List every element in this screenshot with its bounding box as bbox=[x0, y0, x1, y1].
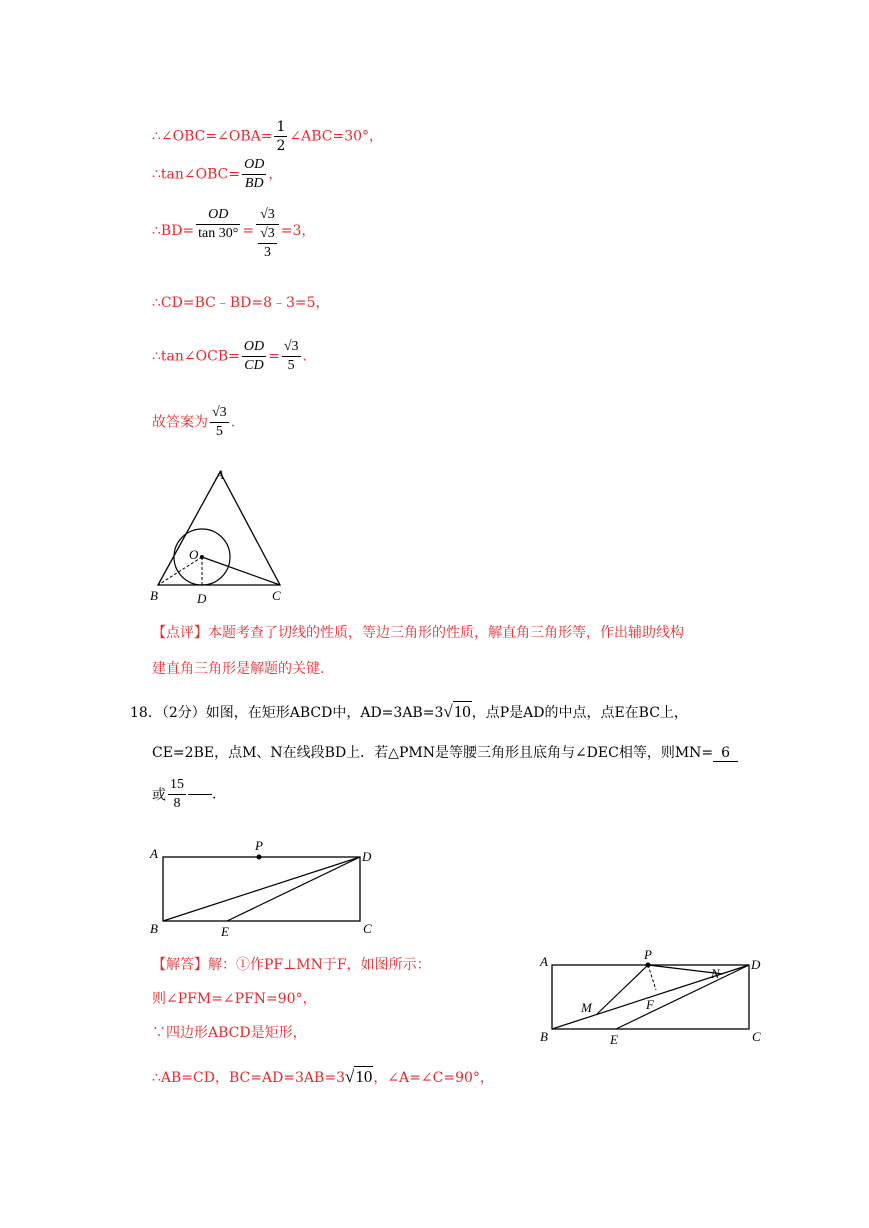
solution-tag: 【解答】 bbox=[152, 957, 208, 973]
label-o: O bbox=[189, 547, 199, 562]
answer-or: 或 bbox=[152, 787, 166, 804]
solution-text: 则∠PFM=∠PFN=90°， bbox=[152, 991, 317, 1007]
eq-text: =3， bbox=[280, 223, 316, 239]
question-18-line-3 bbox=[152, 776, 216, 813]
eq-sign: = bbox=[242, 223, 255, 239]
eq-text: ∴∠OBC=∠OBA= bbox=[152, 128, 273, 145]
comment-line-2 bbox=[152, 662, 324, 676]
fraction-sqrt3-5 bbox=[282, 338, 301, 375]
eq-text: ∴tan∠OBC= bbox=[152, 166, 241, 183]
label-p: P bbox=[644, 947, 652, 962]
radicand: 10 bbox=[355, 1067, 373, 1086]
comment-line-1 bbox=[152, 626, 684, 640]
comment-text: 建直角三角形是解题的关键. bbox=[152, 661, 325, 677]
eq-text: ∴BD= bbox=[152, 223, 195, 239]
frac-den: 3 bbox=[263, 245, 271, 260]
label-a: A bbox=[150, 846, 158, 861]
frac-num: √3 bbox=[258, 225, 277, 244]
fraction-od-cd bbox=[242, 338, 266, 375]
question-18-line-2 bbox=[152, 742, 738, 762]
sqrt-10: √10 bbox=[344, 1067, 373, 1086]
label-c: C bbox=[752, 1029, 761, 1044]
solution18-line-4 bbox=[152, 1068, 494, 1085]
solution-text: ∴AB=CD，BC=AD=3AB=3 bbox=[152, 1070, 345, 1086]
fraction-15-8 bbox=[168, 776, 186, 813]
frac-num: OD bbox=[242, 156, 266, 175]
sqrt-10: √10 bbox=[443, 702, 471, 721]
fraction-od-bd bbox=[242, 156, 266, 193]
label-f: F bbox=[646, 997, 654, 1012]
question-points: （2分） bbox=[161, 705, 206, 721]
eq-text: . bbox=[212, 786, 217, 803]
frac-den: 5 bbox=[287, 358, 295, 373]
segment-ed bbox=[227, 857, 360, 921]
label-b: B bbox=[540, 1029, 548, 1044]
eq-text: . bbox=[230, 414, 236, 431]
solution-line-5 bbox=[152, 338, 307, 375]
label-a: A bbox=[216, 467, 224, 482]
frac-den: 8 bbox=[173, 796, 181, 811]
frac-num: √3 bbox=[282, 338, 301, 357]
label-d: D bbox=[751, 957, 761, 972]
frac-num: OD bbox=[242, 338, 266, 357]
frac-den: 5 bbox=[215, 424, 223, 439]
eq-text: ， bbox=[268, 166, 283, 183]
label-b: B bbox=[150, 588, 158, 603]
solution-line-2 bbox=[152, 156, 282, 193]
question-number: 18． bbox=[130, 705, 162, 721]
question-18-line-1 bbox=[130, 702, 688, 722]
radicand: 10 bbox=[453, 702, 471, 721]
label-c: C bbox=[272, 588, 281, 603]
frac-num: OD bbox=[196, 206, 240, 225]
comment-tag: 【点评】 bbox=[152, 625, 208, 641]
solution-line-3 bbox=[152, 206, 315, 262]
solution18-line-1 bbox=[152, 958, 431, 972]
solution-line-1 bbox=[152, 118, 383, 155]
segment-oc bbox=[202, 557, 280, 585]
frac-den: tan 30° bbox=[198, 226, 239, 241]
solution-line-4 bbox=[152, 296, 330, 310]
label-d: D bbox=[362, 849, 372, 864]
frac-num: 1 bbox=[276, 119, 286, 135]
segment-ed bbox=[616, 965, 749, 1029]
label-e: E bbox=[221, 924, 229, 939]
solution-text: ∵四边形ABCD是矩形， bbox=[152, 1025, 307, 1041]
label-a: A bbox=[540, 954, 548, 969]
eq-text: ∴CD=BC﹣BD=8﹣3=5， bbox=[152, 295, 330, 311]
frac-den: 2 bbox=[276, 138, 286, 154]
label-m: M bbox=[581, 1000, 592, 1015]
frac-num: √3 bbox=[256, 206, 279, 225]
solution-text: 解：①作PF⊥MN于F，如图所示： bbox=[208, 957, 431, 973]
eq-text: . bbox=[302, 348, 307, 365]
eq-sign: = bbox=[268, 348, 280, 365]
figure-rectangle bbox=[140, 840, 390, 940]
frac-den: CD bbox=[244, 358, 264, 373]
frac-num: √3 bbox=[210, 404, 229, 423]
solution-text: ，∠A=∠C=90°， bbox=[373, 1070, 494, 1086]
solution18-line-2 bbox=[152, 992, 317, 1006]
frac-den-compound bbox=[256, 225, 279, 262]
fraction-answer bbox=[210, 404, 229, 441]
label-b: B bbox=[150, 921, 158, 936]
label-p: P bbox=[255, 840, 263, 853]
question-text: CE=2BE，点M、N在线段BD上．若△PMN是等腰三角形且底角与∠DEC相等，则MN= bbox=[152, 745, 714, 761]
figure-rectangle-auxiliary bbox=[535, 945, 775, 1055]
figure-triangle-incircle bbox=[140, 460, 300, 610]
label-c: C bbox=[363, 921, 372, 936]
answer-label: 故答案为 bbox=[152, 414, 208, 431]
eq-text: ∠ABC=30°， bbox=[289, 128, 384, 145]
frac-num: 15 bbox=[168, 776, 186, 795]
point-p bbox=[646, 963, 651, 968]
label-e: E bbox=[610, 1032, 618, 1047]
answer-blank: 6 bbox=[713, 745, 738, 762]
eq-text: ∴tan∠OCB= bbox=[152, 348, 240, 365]
fraction-od-tan30 bbox=[196, 206, 240, 243]
label-d: D bbox=[197, 591, 207, 606]
segment-pf bbox=[648, 965, 656, 990]
fraction-sqrt3-over bbox=[256, 206, 279, 262]
frac-den: BD bbox=[244, 176, 264, 191]
comment-text: 本题考查了切线的性质，等边三角形的性质，解直角三角形等，作出辅助线构 bbox=[208, 625, 684, 641]
diagonal-bd bbox=[163, 857, 360, 921]
label-n: N bbox=[711, 966, 720, 981]
answer-line bbox=[152, 404, 235, 441]
solution18-line-3 bbox=[152, 1026, 307, 1040]
fraction-half bbox=[274, 118, 287, 155]
question-text: 如图，在矩形ABCD中，AD=3AB=3 bbox=[205, 705, 444, 721]
question-text: ，点P是AD的中点，点E在BC上， bbox=[471, 705, 688, 721]
point-p bbox=[257, 855, 262, 860]
